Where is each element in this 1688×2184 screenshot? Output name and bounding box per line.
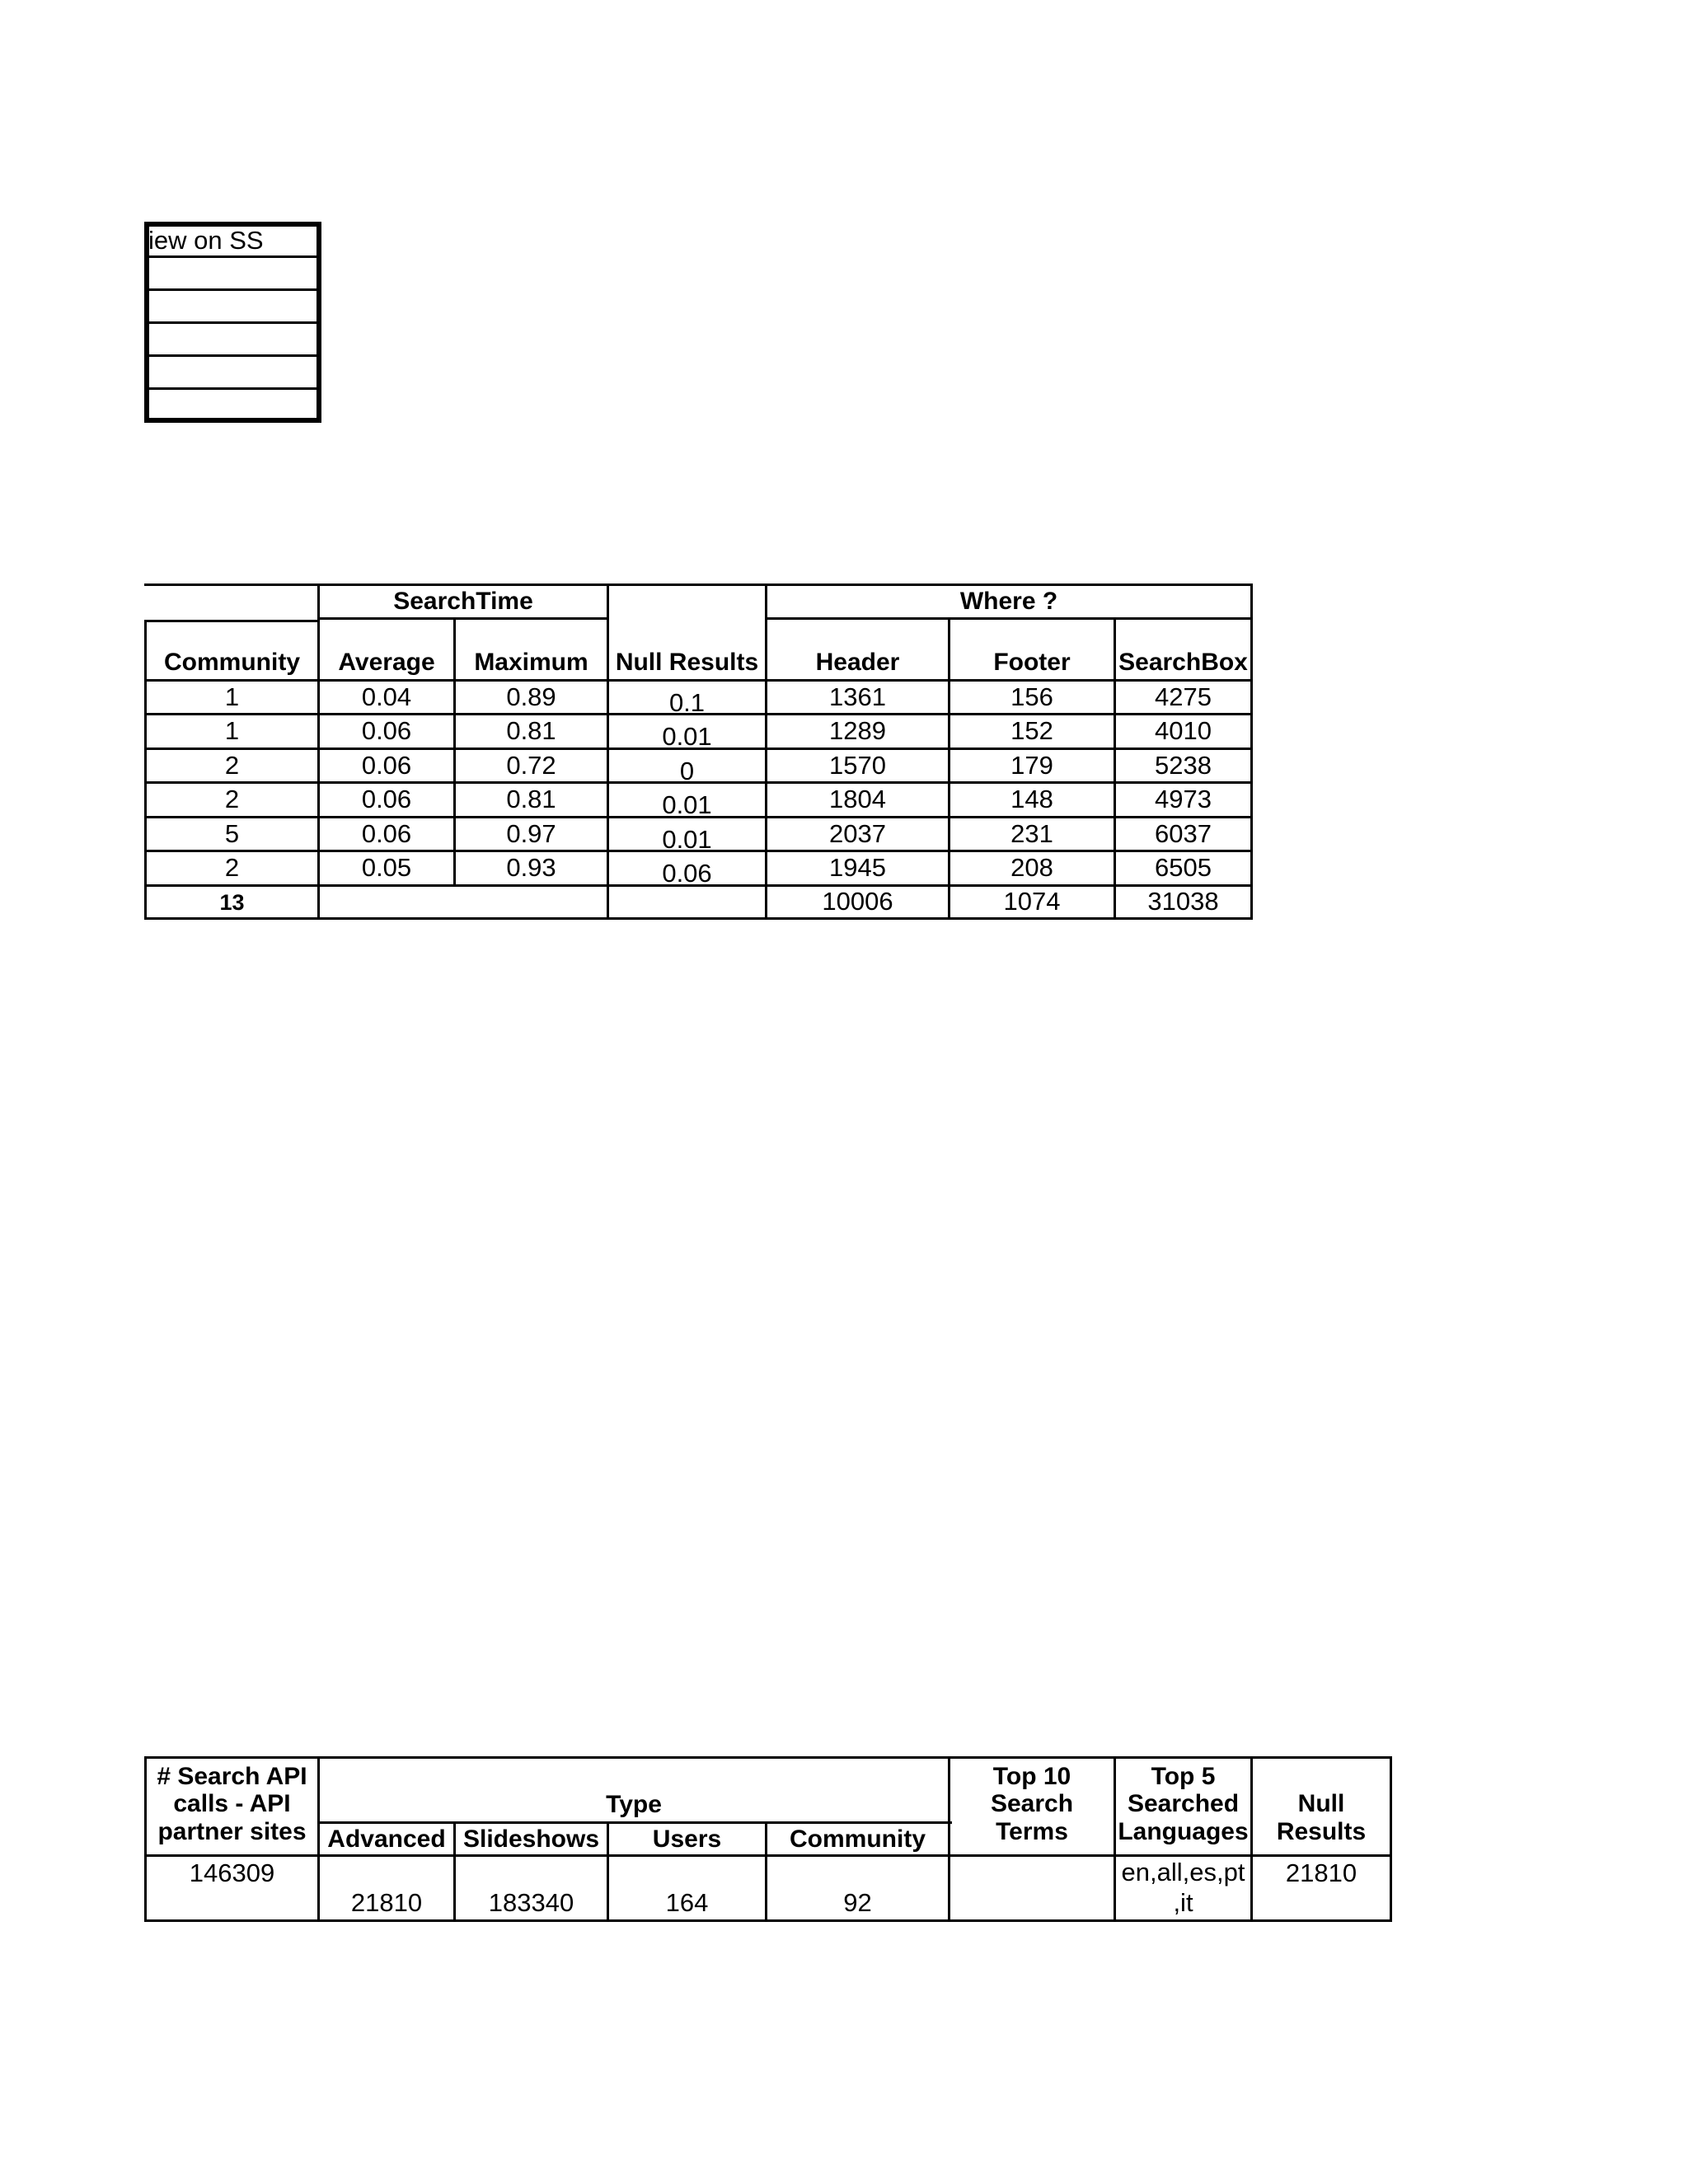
column-header-community: Community: [790, 1825, 926, 1853]
cell-searchbox: 4973: [1155, 785, 1212, 814]
header-top10-line1: Top 10: [992, 1762, 1071, 1790]
column-header-community: Community: [164, 649, 300, 677]
value-api-calls: 146309: [189, 1858, 275, 1887]
group-header-searchtime: SearchTime: [393, 588, 533, 616]
table-border: [767, 617, 1253, 620]
cell-footer: 208: [1010, 853, 1053, 883]
header-top5-line2: Searched: [1127, 1789, 1240, 1817]
table-border: [1390, 1756, 1392, 1922]
cell-searchbox: 4010: [1155, 716, 1212, 746]
header-null-line2: Results: [1276, 1817, 1367, 1845]
column-header-searchbox: SearchBox: [1118, 649, 1248, 677]
column-header-slideshows: Slideshows: [462, 1825, 600, 1853]
total-footer: 1074: [1003, 887, 1061, 916]
cell-null-results: 0: [679, 756, 695, 785]
cell-community: 1: [224, 716, 240, 746]
value-null-results: 21810: [1285, 1858, 1357, 1887]
cell-community: 2: [224, 853, 240, 883]
column-header-header: Header: [815, 649, 900, 677]
column-header-average: Average: [338, 649, 435, 677]
small-box-divider: [147, 387, 318, 390]
small-box-divider: [147, 255, 318, 258]
cell-average: 0.06: [361, 785, 412, 814]
cell-footer: 179: [1010, 750, 1053, 780]
cell-average: 0.05: [361, 853, 412, 883]
table-border: [144, 1919, 1392, 1922]
small-box-divider: [147, 354, 318, 357]
header-top10-line2: Search: [990, 1789, 1074, 1817]
cell-null-results: 0.01: [662, 824, 712, 854]
header-null-line1: Null: [1297, 1789, 1345, 1817]
cell-maximum: 0.93: [506, 853, 556, 883]
table-border: [144, 1756, 1392, 1759]
total-community: 13: [219, 890, 245, 916]
column-header-maximum: Maximum: [474, 649, 588, 677]
cell-searchbox: 4275: [1155, 682, 1212, 711]
header-api-calls-line3: partner sites: [157, 1817, 307, 1845]
small-box-divider: [147, 288, 318, 291]
cell-community: 2: [224, 750, 240, 780]
column-header-advanced: Advanced: [327, 1825, 446, 1853]
cell-header: 1804: [829, 785, 886, 814]
table-border: [1250, 583, 1253, 920]
cell-community: 2: [224, 785, 240, 814]
cell-null-results: 0.01: [662, 790, 712, 820]
cell-searchbox: 6505: [1155, 853, 1212, 883]
group-header-type: Type: [606, 1791, 662, 1819]
total-searchbox: 31038: [1147, 887, 1219, 916]
column-header-null-results: Null Results: [615, 649, 759, 677]
cell-header: 1570: [829, 750, 886, 780]
cell-average: 0.06: [361, 750, 412, 780]
cell-maximum: 0.97: [506, 818, 556, 848]
value-community: 92: [843, 1887, 872, 1917]
cell-average: 0.04: [361, 682, 412, 711]
cell-maximum: 0.72: [506, 750, 556, 780]
cell-header: 1361: [829, 682, 886, 711]
table-border: [144, 620, 320, 622]
cell-header: 1289: [829, 716, 886, 746]
cell-footer: 156: [1010, 682, 1053, 711]
cell-searchbox: 6037: [1155, 818, 1212, 848]
small-box-divider: [147, 321, 318, 324]
header-top5-line3: Languages: [1118, 1817, 1249, 1845]
header-api-calls-line1: # Search API: [157, 1762, 307, 1790]
group-header-where: Where ?: [959, 588, 1058, 616]
cell-community: 1: [224, 682, 240, 711]
header-top5-line1: Top 5: [1151, 1762, 1216, 1790]
value-top10: [950, 1858, 1114, 1888]
cell-null-results: 0.01: [662, 722, 712, 752]
small-box-label: iew on SS: [148, 226, 264, 255]
column-header-users: Users: [652, 1825, 722, 1853]
cell-community: 5: [224, 818, 240, 848]
cell-header: 2037: [829, 818, 886, 848]
cell-footer: 152: [1010, 716, 1053, 746]
cell-null-results: 0.1: [668, 687, 706, 717]
small-box-bottom-border: [144, 418, 321, 423]
cell-searchbox: 5238: [1155, 750, 1212, 780]
cell-footer: 231: [1010, 818, 1053, 848]
header-top10-line3: Terms: [996, 1817, 1068, 1845]
cell-footer: 148: [1010, 785, 1053, 814]
column-header-footer: Footer: [993, 649, 1071, 677]
cell-average: 0.06: [361, 818, 412, 848]
value-advanced: 21810: [350, 1887, 423, 1917]
cell-maximum: 0.81: [506, 785, 556, 814]
total-header: 10006: [822, 887, 893, 916]
value-languages-line2: ,it: [1173, 1887, 1193, 1917]
cell-header: 1945: [829, 853, 886, 883]
cell-null-results: 0.06: [662, 859, 712, 888]
cell-maximum: 0.81: [506, 716, 556, 746]
table-border: [144, 917, 1253, 920]
cell-maximum: 0.89: [506, 682, 556, 711]
header-api-calls-line2: calls - API: [173, 1789, 291, 1817]
table-border: [317, 617, 609, 620]
cell-average: 0.06: [361, 716, 412, 746]
value-slideshows: 183340: [488, 1887, 574, 1917]
value-languages-line1: en,all,es,pt: [1121, 1857, 1245, 1886]
value-users: 164: [665, 1887, 709, 1917]
